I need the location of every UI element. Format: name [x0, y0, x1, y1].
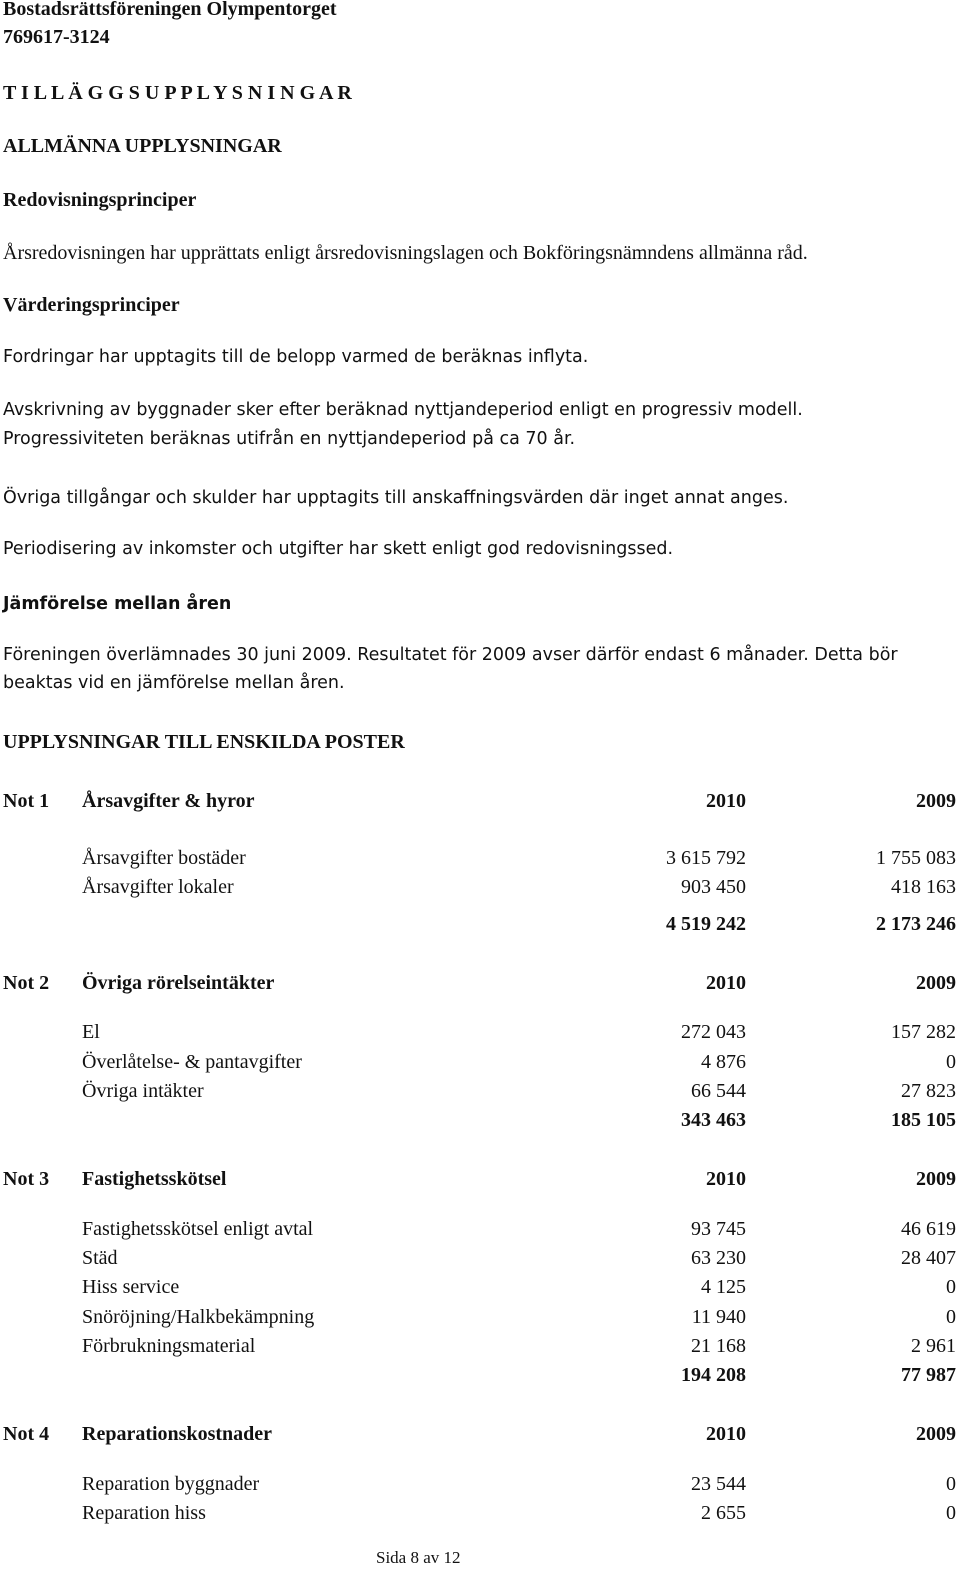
note-2-title: Övriga rörelseintäkter: [82, 972, 275, 994]
table-row-value-2010: 23 544: [691, 1473, 746, 1495]
valuation-heading: Värderingsprinciper: [3, 294, 180, 316]
note-1-label: Not 1: [3, 790, 50, 812]
table-row-label: Reparation hiss: [82, 1502, 206, 1524]
posts-heading: UPPLYSNINGAR TILL ENSKILDA POSTER: [3, 731, 405, 753]
note-2-total-2010: 343 463: [681, 1109, 746, 1131]
note-1-total-2010: 4 519 242: [666, 913, 746, 935]
section-heading-general: ALLMÄNNA UPPLYSNINGAR: [3, 135, 282, 157]
table-row-value-2009: 28 407: [901, 1247, 956, 1269]
comparison-line-1: Föreningen överlämnades 30 juni 2009. Resultatet för 2009 avser därför endast 6 månader. Detta bör: [3, 645, 898, 665]
note-4-label: Not 4: [3, 1423, 50, 1445]
table-row-value-2009: 0: [946, 1502, 956, 1524]
table-row-value-2010: 2 655: [701, 1502, 746, 1524]
table-row-value-2009: 0: [946, 1306, 956, 1328]
note-4-col-2009: 2009: [916, 1423, 956, 1445]
table-row-value-2009: 27 823: [901, 1080, 956, 1102]
valuation-paragraph-2a: Avskrivning av byggnader sker efter beräknad nyttjandeperiod enligt en progressiv modell.: [3, 400, 803, 420]
table-row-value-2009: 2 961: [911, 1335, 956, 1357]
note-4-title: Reparationskostnader: [82, 1423, 273, 1445]
table-row-value-2010: 21 168: [691, 1335, 746, 1357]
table-row-label: El: [82, 1021, 100, 1043]
note-2-label: Not 2: [3, 972, 50, 994]
table-row-label: Förbrukningsmaterial: [82, 1335, 256, 1357]
comparison-heading: Jämförelse mellan åren: [3, 594, 232, 614]
table-row-label: Överlåtelse- & pantavgifter: [82, 1051, 302, 1073]
accounting-heading: Redovisningsprinciper: [3, 189, 197, 211]
table-row-value-2009: 0: [946, 1473, 956, 1495]
valuation-paragraph-2b: Progressiviteten beräknas utifrån en nyttjandeperiod på ca 70 år.: [3, 429, 576, 449]
page-number: Sida 8 av 12: [376, 1548, 461, 1567]
note-3-total-2010: 194 208: [681, 1364, 746, 1386]
page-title: T I L L Ä G G S U P P L Y S N I N G A R: [3, 82, 352, 104]
table-row-value-2010: 93 745: [691, 1218, 746, 1240]
table-row-value-2010: 66 544: [691, 1080, 746, 1102]
table-row-value-2010: 4 125: [701, 1276, 746, 1298]
table-row-value-2009: 0: [946, 1051, 956, 1073]
note-1-col-2009: 2009: [916, 790, 956, 812]
table-row-label: Snöröjning/Halkbekämpning: [82, 1306, 315, 1328]
note-2-col-2010: 2010: [706, 972, 746, 994]
table-row-value-2009: 157 282: [891, 1021, 956, 1043]
note-1-title: Årsavgifter & hyror: [82, 790, 255, 812]
table-row-label: Årsavgifter bostäder: [82, 847, 246, 869]
note-3-col-2010: 2010: [706, 1168, 746, 1190]
table-row-value-2010: 272 043: [681, 1021, 746, 1043]
note-3-title: Fastighetsskötsel: [82, 1168, 227, 1190]
note-3-col-2009: 2009: [916, 1168, 956, 1190]
note-3-label: Not 3: [3, 1168, 50, 1190]
note-1-total-2009: 2 173 246: [876, 913, 956, 935]
table-row-label: Hiss service: [82, 1276, 180, 1298]
table-row-value-2009: 0: [946, 1276, 956, 1298]
table-row-value-2010: 4 876: [701, 1051, 746, 1073]
note-3-total-2009: 77 987: [901, 1364, 956, 1386]
table-row-value-2009: 418 163: [891, 876, 956, 898]
table-row-label: Övriga intäkter: [82, 1080, 204, 1102]
org-name: Bostadsrättsföreningen Olympentorget: [3, 0, 337, 20]
valuation-paragraph-3: Övriga tillgångar och skulder har upptagits till anskaffningsvärden där inget annat anges.: [3, 488, 789, 508]
table-row-value-2009: 1 755 083: [876, 847, 956, 869]
note-1-col-2010: 2010: [706, 790, 746, 812]
valuation-paragraph-4: Periodisering av inkomster och utgifter har skett enligt god redovisningssed.: [3, 539, 674, 559]
table-row-label: Fastighetsskötsel enligt avtal: [82, 1218, 314, 1240]
table-row-value-2010: 903 450: [681, 876, 746, 898]
table-row-label: Årsavgifter lokaler: [82, 876, 234, 898]
table-row-value-2010: 3 615 792: [666, 847, 746, 869]
table-row-value-2009: 46 619: [901, 1218, 956, 1240]
table-row-label: Reparation byggnader: [82, 1473, 260, 1495]
note-2-total-2009: 185 105: [891, 1109, 956, 1131]
valuation-paragraph-1: Fordringar har upptagits till de belopp varmed de beräknas inflyta.: [3, 347, 589, 367]
table-row-value-2010: 63 230: [691, 1247, 746, 1269]
note-2-col-2009: 2009: [916, 972, 956, 994]
table-row-value-2010: 11 940: [691, 1306, 746, 1328]
org-number: 769617-3124: [3, 26, 110, 48]
table-row-label: Städ: [82, 1247, 118, 1269]
accounting-text: Årsredovisningen har upprättats enligt årsredovisningslagen och Bokföringsnämndens allmänna råd.: [3, 242, 808, 264]
comparison-line-2: beaktas vid en jämförelse mellan åren.: [3, 673, 345, 693]
note-4-col-2010: 2010: [706, 1423, 746, 1445]
